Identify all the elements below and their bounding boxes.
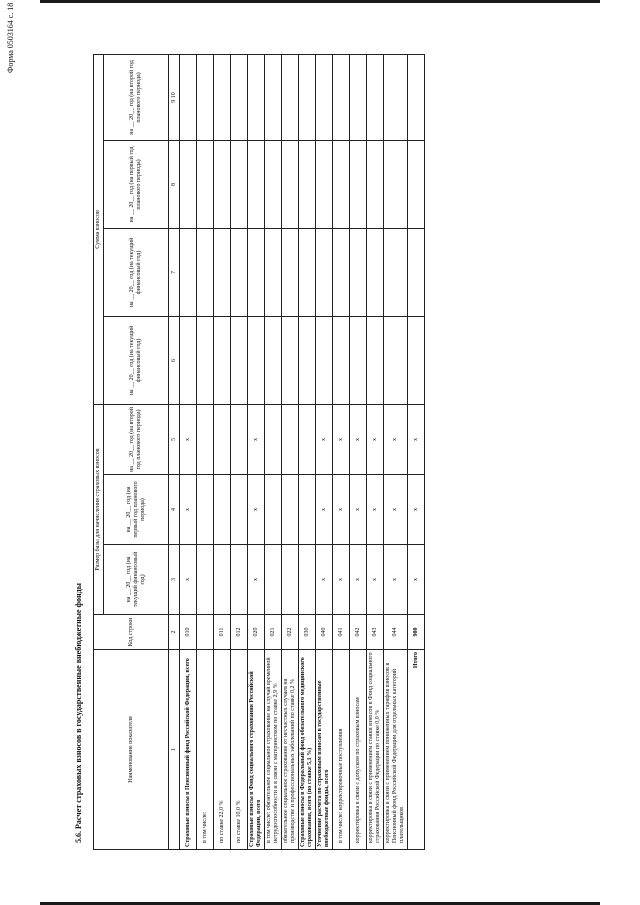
row-name: Страховые взносы в Фонд социального страхования Российской Федерации, всего — [248, 650, 265, 850]
total-row — [408, 54, 425, 849]
column-number: 3 — [169, 545, 180, 615]
sum-cell — [231, 316, 248, 404]
base-cell: x — [180, 475, 197, 545]
sum-cell — [384, 228, 408, 316]
base-cell — [282, 475, 299, 545]
sum-cell — [299, 316, 316, 404]
base-cell: x — [350, 475, 367, 545]
table-row — [180, 54, 197, 849]
base-cell — [214, 545, 231, 615]
sum-cell — [367, 54, 384, 140]
table-row — [214, 54, 231, 849]
sum-cell — [333, 228, 350, 316]
row-code: 010 — [180, 615, 197, 650]
base-cell: x — [248, 475, 265, 545]
column-number: 9 10 — [169, 54, 180, 140]
header-period: на __ 20__ год (на первый год планового периода) — [104, 140, 169, 228]
table-row — [282, 54, 299, 849]
total-cell — [408, 228, 425, 316]
base-cell — [299, 404, 316, 474]
column-number: 7 — [169, 228, 180, 316]
total-cell — [408, 140, 425, 228]
table-row — [316, 54, 333, 849]
row-name: обязательное социальное страхование от несчастных случаев на производстве и профессиональных заболеваний по ставке 0,2 % — [282, 650, 299, 850]
sum-cell — [367, 228, 384, 316]
sum-cell — [367, 316, 384, 404]
sum-cell — [282, 140, 299, 228]
sum-cell — [214, 316, 231, 404]
sum-cell — [333, 140, 350, 228]
sum-cell — [316, 54, 333, 140]
base-cell — [299, 545, 316, 615]
sum-cell — [299, 54, 316, 140]
base-cell — [197, 475, 214, 545]
base-cell: x — [180, 545, 197, 615]
table-row — [350, 54, 367, 849]
base-cell: x — [316, 545, 333, 615]
column-number: 5 — [169, 404, 180, 474]
row-name: в том числе: — [197, 650, 214, 850]
base-cell — [282, 404, 299, 474]
sum-cell — [231, 140, 248, 228]
sum-cell — [265, 228, 282, 316]
base-cell — [231, 545, 248, 615]
row-code: 042 — [350, 615, 367, 650]
base-cell — [265, 475, 282, 545]
sum-cell — [384, 140, 408, 228]
row-code — [197, 615, 214, 650]
header-period: на __ 20__ год (на первый год планового периода) — [104, 475, 169, 545]
sum-cell — [333, 54, 350, 140]
sum-cell — [265, 140, 282, 228]
base-cell — [197, 545, 214, 615]
base-cell — [265, 404, 282, 474]
base-cell: x — [367, 475, 384, 545]
sum-cell — [180, 54, 197, 140]
total-code: 900 — [408, 615, 425, 650]
row-code: 030 — [299, 615, 316, 650]
row-code: 040 — [316, 615, 333, 650]
sum-cell — [299, 228, 316, 316]
sum-cell — [384, 54, 408, 140]
row-name: по ставке 10,0 % — [231, 650, 248, 850]
total-cell: x — [408, 545, 425, 615]
base-cell — [214, 475, 231, 545]
row-name: Уточнение расчета по страховым взносам в государственные внебюджетные фонды, всего — [316, 650, 333, 850]
sum-cell — [384, 316, 408, 404]
row-name: в том числе: обязательное социальное страхование на случай временной нетрудоспособности и в связи с материнством по ставке 2,9 % — [265, 650, 282, 850]
row-name: Страховые взносы в Федеральный фонд обязательного медицинского страхования, всего (по ставке 5,1 %) — [299, 650, 316, 850]
sum-cell — [333, 316, 350, 404]
column-number: 2 — [169, 615, 180, 650]
sum-cell — [248, 140, 265, 228]
sum-cell — [282, 54, 299, 140]
base-cell: x — [384, 475, 408, 545]
table-row — [299, 54, 316, 849]
base-cell: x — [316, 475, 333, 545]
total-cell: x — [408, 475, 425, 545]
base-cell: x — [333, 404, 350, 474]
row-code: 044 — [384, 615, 408, 650]
sum-cell — [231, 54, 248, 140]
header-period: на __ 20__ год (на текущий финансовый год) — [104, 228, 169, 316]
sum-cell — [197, 316, 214, 404]
row-code: 012 — [231, 615, 248, 650]
row-code: 011 — [214, 615, 231, 650]
sum-cell — [214, 228, 231, 316]
row-name: Страховые взносы в Пенсионный фонд Российской Федерации, всего — [180, 650, 197, 850]
sum-cell — [282, 228, 299, 316]
contributions-table — [93, 54, 425, 850]
base-cell: x — [248, 404, 265, 474]
sum-cell — [197, 228, 214, 316]
sum-cell — [350, 316, 367, 404]
base-cell: x — [180, 404, 197, 474]
base-cell: x — [367, 404, 384, 474]
table-row — [384, 54, 408, 849]
sum-cell — [316, 228, 333, 316]
sum-cell — [350, 140, 367, 228]
column-number: 6 — [169, 316, 180, 404]
base-cell: x — [333, 475, 350, 545]
base-cell: x — [248, 545, 265, 615]
header-period: на __ 20__ год (на текущий финансовый год) — [104, 545, 169, 615]
header-base-group: Размер базы для начисления страховых взносов — [94, 404, 104, 614]
sum-cell — [197, 54, 214, 140]
sum-cell — [282, 316, 299, 404]
sum-cell — [197, 140, 214, 228]
base-cell: x — [384, 404, 408, 474]
base-cell: x — [316, 404, 333, 474]
header-code: Код строки — [94, 615, 169, 650]
sum-cell — [350, 54, 367, 140]
sum-cell — [350, 228, 367, 316]
row-code: 022 — [282, 615, 299, 650]
row-name: по ставке 22,0 % — [214, 650, 231, 850]
base-cell — [231, 404, 248, 474]
column-number: 4 — [169, 475, 180, 545]
base-cell — [265, 545, 282, 615]
sum-cell — [180, 228, 197, 316]
sum-cell — [316, 140, 333, 228]
header-name: Наименование показателя — [94, 650, 169, 850]
sum-cell — [231, 228, 248, 316]
total-label: Итого — [408, 650, 425, 850]
sum-cell — [214, 54, 231, 140]
header-sum-group: Сумма взносов — [94, 54, 104, 404]
base-cell — [231, 475, 248, 545]
base-cell — [299, 475, 316, 545]
row-name: корректировка в связи с применением ставки взносов в Фонд социального страхования Российской Федерации по ставке 0,0 % — [367, 650, 384, 850]
base-cell — [214, 404, 231, 474]
table-row — [265, 54, 282, 849]
sum-cell — [265, 54, 282, 140]
table-row — [197, 54, 214, 849]
form-code: Форма 0503164 с. 18 — [6, 2, 15, 73]
base-cell: x — [384, 545, 408, 615]
base-cell: x — [333, 545, 350, 615]
sum-cell — [248, 316, 265, 404]
base-cell — [282, 545, 299, 615]
row-code: 020 — [248, 615, 265, 650]
sum-cell — [316, 316, 333, 404]
column-number: 8 — [169, 140, 180, 228]
sum-cell — [214, 140, 231, 228]
base-cell: x — [350, 404, 367, 474]
column-number: 1 — [169, 650, 180, 850]
header-period: на __ 20__ год (на второй год планового периода) — [104, 404, 169, 474]
sum-cell — [180, 316, 197, 404]
row-code: 021 — [265, 615, 282, 650]
sum-cell — [299, 140, 316, 228]
sum-cell — [180, 140, 197, 228]
total-cell — [408, 54, 425, 140]
table-row — [333, 54, 350, 849]
sum-cell — [367, 140, 384, 228]
total-cell — [408, 316, 425, 404]
table-row — [248, 54, 265, 849]
base-cell: x — [350, 545, 367, 615]
row-name: корректировка в связи с применением пониженных тарифов взносов в Пенсионный фонд Российской Федерации для отдельных категорий плательщиков — [384, 650, 408, 850]
row-code: 043 — [367, 615, 384, 650]
table-row — [231, 54, 248, 849]
base-cell — [197, 404, 214, 474]
header-period: на __ 20__ год (на текущий финансовый год) — [104, 316, 169, 404]
header-period: на __ 20__ год (на второй год планового периода) — [104, 54, 169, 140]
row-name: корректировка в связи с допуском по страховым взносам — [350, 650, 367, 850]
sum-cell — [248, 228, 265, 316]
sum-cell — [248, 54, 265, 140]
table-row — [367, 54, 384, 849]
section-title: 5.6. Расчет страховых взносов в государственные внебюджетные фонды — [74, 583, 83, 843]
row-name: в том числе: корректировочные поступления — [333, 650, 350, 850]
base-cell: x — [367, 545, 384, 615]
row-code: 041 — [333, 615, 350, 650]
sum-cell — [265, 316, 282, 404]
total-cell: x — [408, 404, 425, 474]
